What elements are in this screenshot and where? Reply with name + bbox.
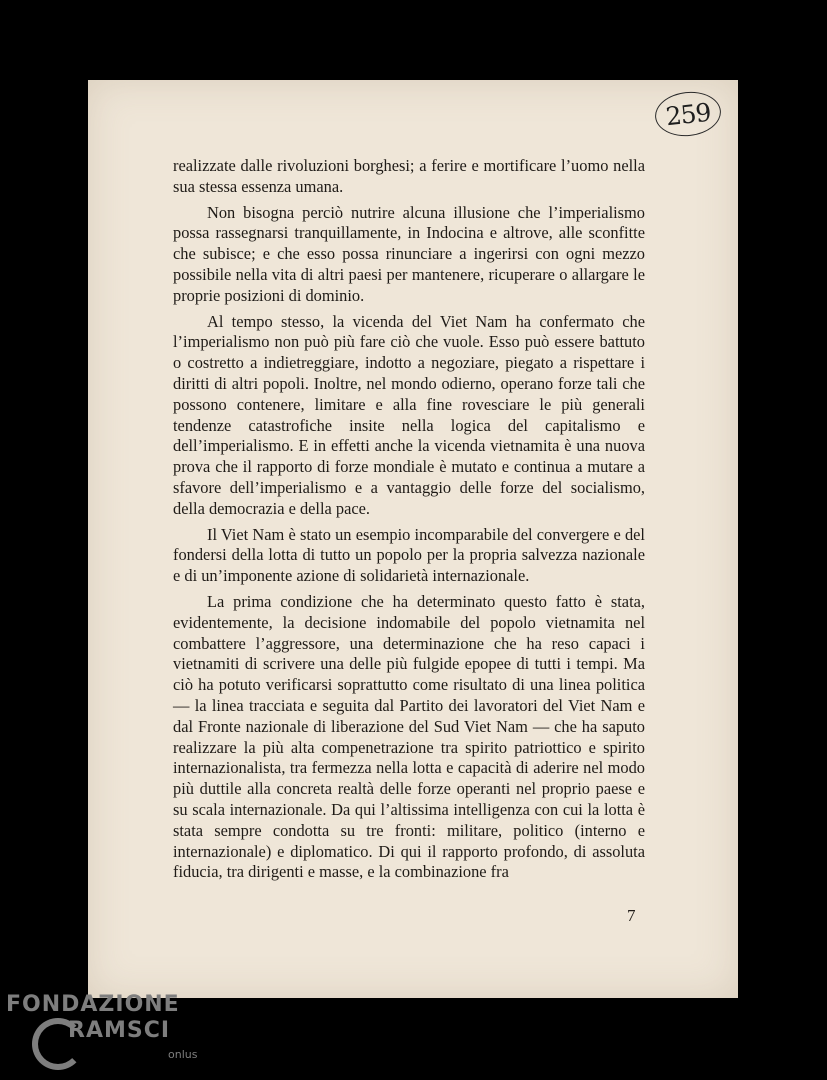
body-text bbox=[173, 156, 645, 888]
paragraph-1: realizzate dalle rivoluzioni borghesi; a ferire e mortificare l’uomo nella sua stessa essenza umana. bbox=[173, 156, 645, 196]
logo-line-onlus: onlus bbox=[168, 1048, 198, 1061]
logo-line-fondazione: FONDAZIONE bbox=[6, 992, 180, 1017]
paragraph-2: Non bisogna perciò nutrire alcuna illusione che l’imperialismo possa rassegnarsi tranquillamente, in Indocina e altrove, alle sconfitte che subisce; e che esso possa rinunciare a ingerirsi con ogni mezzo possibile nella vita di altri paesi per mantenere, ricuperare o allargare le proprie posizioni di dominio. bbox=[173, 202, 645, 305]
fondazione-gramsci-logo bbox=[6, 992, 206, 1072]
logo-line-gramsci: RAMSCI bbox=[68, 1018, 171, 1043]
paragraph-4: Il Viet Nam è stato un esempio incomparabile del convergere e del fondersi della lotta di tutto un popolo per la propria salvezza nazionale e di un’imponente azione di solidarietà internazionale. bbox=[173, 524, 645, 586]
paragraph-5: La prima condizione che ha determinato questo fatto è stata, evidentemente, la decisione indomabile del popolo vietnamita nel combattere l’aggressore, una determinazione che ha reso capaci i vietnamiti di scrivere una delle più fulgide epopee di tutti i tempi. Ma ciò ha potuto verificarsi soprattutto come risultato di una linea politica — la linea tracciata e seguita dal Partito dei lavoratori del Viet Nam e dal Fronte nazionale di liberazione del Sud Viet Nam — che ha saputo realizzare la più alta compenetrazione tra spirito patriottico e spirito internazionalista, tra fermezza nella lotta e capacità di aderire nel modo più duttile alla concreta realtà delle forze operanti nel proprio paese e su scala internazionale. Da qui l’altissima intelligenza con cui la lotta è stata sempre condotta su tre fronti: militare, politico (interno e internazionale) e diplomatico. Di qui il rapporto profondo, di assoluta fiducia, tra dirigenti e masse, e la combinazione fra bbox=[173, 591, 645, 882]
page-number: 7 bbox=[627, 906, 636, 925]
paragraph-3: Al tempo stesso, la vicenda del Viet Nam ha confermato che l’imperialismo non può più fare ciò che vuole. Esso può essere battuto o costretto a indietreggiare, indotto a negoziare, piegato a rispettare i diritti di altri popoli. Inoltre, nel mondo odierno, operano forze tali che possono contenere, limitare e alla fine rovesciare le più generali tendenze catastrofiche insite nella logica del capitalismo e dell’imperialismo. E in effetti anche la vicenda vietnamita è una nuova prova che il rapporto di forze mondiale è mutato e continua a mutare a sfavore dell’imperialismo e a vantaggio delle forze del socialismo, della democrazia e della pace. bbox=[173, 311, 645, 518]
archive-number-stamp: 259 bbox=[653, 89, 723, 140]
